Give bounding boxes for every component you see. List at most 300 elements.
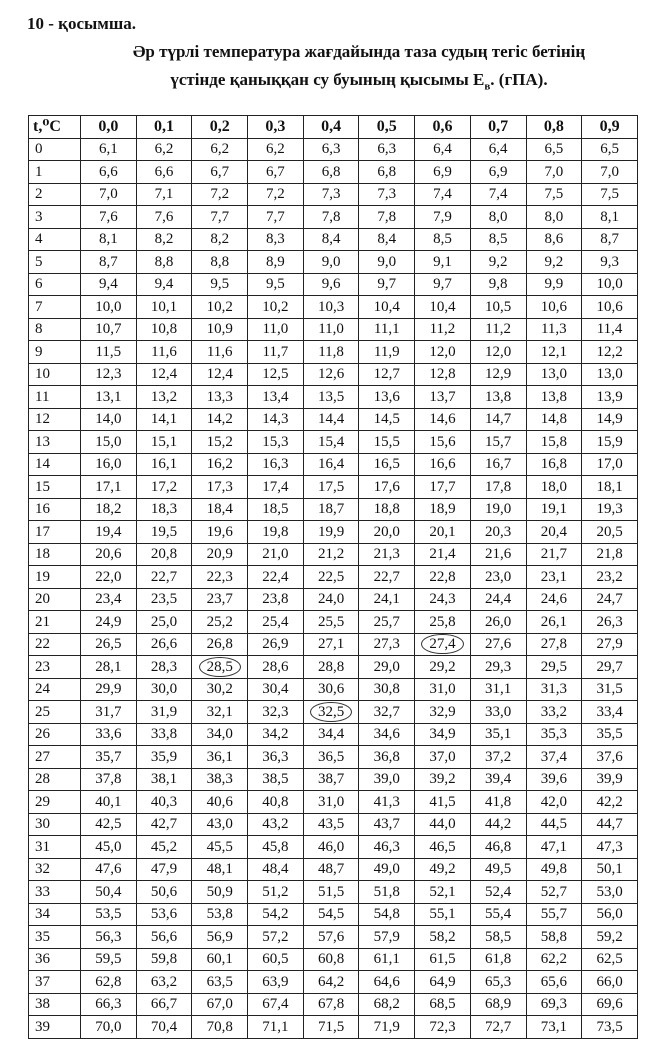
table-cell: 25,7 [359, 611, 415, 634]
table-cell: 21,4 [415, 543, 471, 566]
table-cell: 39,0 [359, 768, 415, 791]
table-cell: 58,8 [526, 926, 582, 949]
table-cell: 41,5 [415, 791, 471, 814]
table-row [29, 476, 638, 499]
table-cell: 53,6 [136, 903, 192, 926]
table-cell: 26,1 [526, 611, 582, 634]
row-temperature: 7 [29, 296, 81, 319]
table-cell: 13,0 [582, 363, 638, 386]
table-cell: 30,6 [303, 678, 359, 701]
table-cell: 19,6 [192, 521, 248, 544]
table-row [29, 971, 638, 994]
table-cell: 34,6 [359, 723, 415, 746]
table-cell: 22,7 [359, 566, 415, 589]
row-temperature: 18 [29, 543, 81, 566]
table-cell: 11,6 [136, 341, 192, 364]
row-temperature: 34 [29, 903, 81, 926]
table-cell: 8,5 [415, 228, 471, 251]
vapor-pressure-table [28, 115, 638, 1039]
table-cell: 13,0 [526, 363, 582, 386]
table-row [29, 993, 638, 1016]
table-cell: 23,1 [526, 566, 582, 589]
table-cell: 67,8 [303, 993, 359, 1016]
table-cell: 11,0 [303, 318, 359, 341]
table-cell: 16,7 [470, 453, 526, 476]
header-column: 0,7 [470, 116, 526, 139]
table-cell: 22,5 [303, 566, 359, 589]
table-cell: 9,2 [526, 251, 582, 274]
table-cell: 7,0 [526, 161, 582, 184]
table-cell: 57,9 [359, 926, 415, 949]
header-column: 0,2 [192, 116, 248, 139]
table-cell: 10,4 [415, 296, 471, 319]
table-cell: 39,2 [415, 768, 471, 791]
table-cell: 31,0 [303, 791, 359, 814]
circled-value: 32,5 [310, 702, 352, 722]
table-cell: 6,1 [81, 138, 137, 161]
table-cell: 64,2 [303, 971, 359, 994]
table-cell: 6,2 [248, 138, 304, 161]
table-cell: 35,1 [470, 723, 526, 746]
table-cell: 47,9 [136, 858, 192, 881]
table-cell: 16,3 [248, 453, 304, 476]
table-cell: 27,9 [582, 633, 638, 656]
table-cell: 22,7 [136, 566, 192, 589]
table-cell: 7,3 [303, 183, 359, 206]
row-temperature: 6 [29, 273, 81, 296]
table-cell: 15,7 [470, 431, 526, 454]
row-temperature: 23 [29, 656, 81, 679]
table-cell: 59,8 [136, 948, 192, 971]
table-cell: 14,9 [582, 408, 638, 431]
table-row [29, 318, 638, 341]
table-cell: 13,8 [526, 386, 582, 409]
table-cell: 32,1 [192, 701, 248, 724]
table-cell: 7,6 [81, 206, 137, 229]
table-cell: 68,5 [415, 993, 471, 1016]
table-cell: 35,5 [582, 723, 638, 746]
table-cell: 28,1 [81, 656, 137, 679]
table-cell: 7,8 [303, 206, 359, 229]
table-row [29, 656, 638, 679]
table-cell: 8,2 [136, 228, 192, 251]
table-cell: 15,4 [303, 431, 359, 454]
table-cell: 7,0 [81, 183, 137, 206]
table-cell: 8,4 [359, 228, 415, 251]
table-cell: 18,4 [192, 498, 248, 521]
table-cell: 34,9 [415, 723, 471, 746]
table-cell: 31,3 [526, 678, 582, 701]
table-cell: 20,1 [415, 521, 471, 544]
table-row [29, 341, 638, 364]
table-row [29, 791, 638, 814]
row-temperature: 28 [29, 768, 81, 791]
table-cell: 18,7 [303, 498, 359, 521]
circled-value: 27,4 [421, 634, 463, 654]
table-cell: 61,1 [359, 948, 415, 971]
table-cell: 6,9 [470, 161, 526, 184]
row-temperature: 25 [29, 701, 81, 724]
table-cell: 12,4 [192, 363, 248, 386]
table-cell: 8,8 [136, 251, 192, 274]
table-cell: 21,0 [248, 543, 304, 566]
table-cell: 10,7 [81, 318, 137, 341]
row-temperature: 3 [29, 206, 81, 229]
table-cell: 37,4 [526, 746, 582, 769]
table-row [29, 611, 638, 634]
table-row [29, 858, 638, 881]
row-temperature: 11 [29, 386, 81, 409]
appendix-label: 10 - қосымша. [27, 14, 136, 33]
table-header-row [29, 116, 638, 139]
table-cell: 11,2 [415, 318, 471, 341]
table-cell: 15,0 [81, 431, 137, 454]
table-row [29, 543, 638, 566]
table-cell: 12,9 [470, 363, 526, 386]
table-row [29, 453, 638, 476]
table-cell: 9,2 [470, 251, 526, 274]
table-cell: 24,1 [359, 588, 415, 611]
table-cell: 8,0 [470, 206, 526, 229]
table-row [29, 431, 638, 454]
table-cell: 17,1 [81, 476, 137, 499]
row-temperature: 19 [29, 566, 81, 589]
table-cell: 39,4 [470, 768, 526, 791]
table-cell: 71,5 [303, 1016, 359, 1039]
table-cell: 9,5 [192, 273, 248, 296]
row-temperature: 27 [29, 746, 81, 769]
circled-value: 28,5 [199, 657, 241, 677]
table-cell: 20,8 [136, 543, 192, 566]
table-cell: 29,0 [359, 656, 415, 679]
table-cell: 31,1 [470, 678, 526, 701]
table-cell: 32,7 [359, 701, 415, 724]
table-cell: 58,2 [415, 926, 471, 949]
table-cell: 6,2 [192, 138, 248, 161]
table-cell: 68,9 [470, 993, 526, 1016]
table-cell: 10,3 [303, 296, 359, 319]
table-cell: 8,0 [526, 206, 582, 229]
table-cell: 7,4 [415, 183, 471, 206]
table-cell: 9,8 [470, 273, 526, 296]
table-cell: 8,1 [81, 228, 137, 251]
table-cell: 12,2 [582, 341, 638, 364]
table-cell: 66,3 [81, 993, 137, 1016]
header-column: 0,1 [136, 116, 192, 139]
table-row [29, 903, 638, 926]
table-cell: 14,7 [470, 408, 526, 431]
table-cell: 35,7 [81, 746, 137, 769]
row-temperature: 15 [29, 476, 81, 499]
table-cell: 19,3 [582, 498, 638, 521]
table-cell: 10,6 [526, 296, 582, 319]
table-cell: 7,9 [415, 206, 471, 229]
table-cell: 22,4 [248, 566, 304, 589]
table-row [29, 588, 638, 611]
table-cell: 19,1 [526, 498, 582, 521]
table-cell: 43,7 [359, 813, 415, 836]
table-cell: 70,4 [136, 1016, 192, 1039]
table-cell: 55,1 [415, 903, 471, 926]
table-cell: 12,1 [526, 341, 582, 364]
table-cell: 43,2 [248, 813, 304, 836]
table-cell: 40,6 [192, 791, 248, 814]
table-cell: 8,4 [303, 228, 359, 251]
table-cell: 12,6 [303, 363, 359, 386]
table-row [29, 183, 638, 206]
table-cell: 11,9 [359, 341, 415, 364]
table-cell: 22,8 [415, 566, 471, 589]
table-cell: 15,1 [136, 431, 192, 454]
table-cell: 6,4 [470, 138, 526, 161]
table-cell: 61,8 [470, 948, 526, 971]
table-cell: 46,3 [359, 836, 415, 859]
table-cell: 13,5 [303, 386, 359, 409]
table-cell: 10,5 [470, 296, 526, 319]
table-cell: 40,8 [248, 791, 304, 814]
row-temperature: 16 [29, 498, 81, 521]
table-cell: 52,1 [415, 881, 471, 904]
table-cell: 16,2 [192, 453, 248, 476]
table-cell: 30,8 [359, 678, 415, 701]
table-cell: 6,6 [81, 161, 137, 184]
table-cell: 31,9 [136, 701, 192, 724]
table-cell: 44,2 [470, 813, 526, 836]
table-cell: 6,2 [136, 138, 192, 161]
table-row [29, 386, 638, 409]
table-cell: 15,2 [192, 431, 248, 454]
table-cell: 12,8 [415, 363, 471, 386]
header-column: 0,0 [81, 116, 137, 139]
table-cell: 47,6 [81, 858, 137, 881]
table-cell: 16,4 [303, 453, 359, 476]
table-row [29, 881, 638, 904]
title-line2-text: үстінде қаныққан су буының қысымы E [170, 70, 485, 89]
table-cell: 11,7 [248, 341, 304, 364]
circled-cell [192, 656, 248, 679]
table-cell: 49,5 [470, 858, 526, 881]
table-cell: 12,0 [415, 341, 471, 364]
table-cell: 30,0 [136, 678, 192, 701]
table-row [29, 948, 638, 971]
table-cell: 10,2 [192, 296, 248, 319]
table-cell: 11,8 [303, 341, 359, 364]
table-row [29, 701, 638, 724]
row-temperature: 32 [29, 858, 81, 881]
header-column: 0,8 [526, 116, 582, 139]
table-cell: 14,4 [303, 408, 359, 431]
row-temperature: 26 [29, 723, 81, 746]
table-cell: 16,0 [81, 453, 137, 476]
table-cell: 9,7 [415, 273, 471, 296]
table-cell: 36,3 [248, 746, 304, 769]
table-cell: 48,7 [303, 858, 359, 881]
table-cell: 11,3 [526, 318, 582, 341]
table-cell: 18,1 [582, 476, 638, 499]
table-cell: 33,2 [526, 701, 582, 724]
table-cell: 29,7 [582, 656, 638, 679]
table-cell: 26,0 [470, 611, 526, 634]
row-temperature: 38 [29, 993, 81, 1016]
table-cell: 6,3 [303, 138, 359, 161]
table-cell: 36,5 [303, 746, 359, 769]
table-cell: 23,2 [582, 566, 638, 589]
table-cell: 46,8 [470, 836, 526, 859]
table-cell: 57,2 [248, 926, 304, 949]
table-cell: 44,7 [582, 813, 638, 836]
table-cell: 11,5 [81, 341, 137, 364]
table-cell: 17,6 [359, 476, 415, 499]
table-cell: 18,3 [136, 498, 192, 521]
table-cell: 45,5 [192, 836, 248, 859]
table-cell: 43,5 [303, 813, 359, 836]
table-cell: 60,1 [192, 948, 248, 971]
table-cell: 67,4 [248, 993, 304, 1016]
table-cell: 59,5 [81, 948, 137, 971]
row-temperature: 20 [29, 588, 81, 611]
table-cell: 18,0 [526, 476, 582, 499]
table-cell: 26,3 [582, 611, 638, 634]
table-cell: 61,5 [415, 948, 471, 971]
table-row [29, 161, 638, 184]
table-cell: 22,0 [81, 566, 137, 589]
header-column: 0,5 [359, 116, 415, 139]
table-cell: 65,6 [526, 971, 582, 994]
table-cell: 19,4 [81, 521, 137, 544]
row-temperature: 31 [29, 836, 81, 859]
table-cell: 16,5 [359, 453, 415, 476]
table-cell: 9,4 [81, 273, 137, 296]
table-cell: 13,7 [415, 386, 471, 409]
table-cell: 6,5 [526, 138, 582, 161]
page-title-line1: Әр түрлі температура жағдайында таза судың тегіс бетінің [132, 42, 586, 61]
table-cell: 45,8 [248, 836, 304, 859]
table-cell: 7,2 [248, 183, 304, 206]
table-cell: 42,0 [526, 791, 582, 814]
table-cell: 33,6 [81, 723, 137, 746]
table-cell: 7,5 [582, 183, 638, 206]
table-cell: 6,8 [359, 161, 415, 184]
table-cell: 11,4 [582, 318, 638, 341]
table-cell: 26,8 [192, 633, 248, 656]
table-cell: 7,1 [136, 183, 192, 206]
table-cell: 32,9 [415, 701, 471, 724]
table-cell: 7,3 [359, 183, 415, 206]
header-column: 0,3 [248, 116, 304, 139]
circled-cell [415, 633, 471, 656]
table-cell: 25,8 [415, 611, 471, 634]
table-row [29, 521, 638, 544]
table-cell: 33,0 [470, 701, 526, 724]
table-cell: 33,4 [582, 701, 638, 724]
table-cell: 21,7 [526, 543, 582, 566]
table-row [29, 138, 638, 161]
table-row [29, 296, 638, 319]
table-cell: 47,1 [526, 836, 582, 859]
title-subscript: в [484, 80, 491, 93]
table-cell: 27,1 [303, 633, 359, 656]
table-cell: 18,8 [359, 498, 415, 521]
table-cell: 11,2 [470, 318, 526, 341]
table-cell: 7,6 [136, 206, 192, 229]
table-cell: 28,6 [248, 656, 304, 679]
table-cell: 17,4 [248, 476, 304, 499]
table-cell: 8,5 [470, 228, 526, 251]
table-cell: 11,6 [192, 341, 248, 364]
table-cell: 13,3 [192, 386, 248, 409]
table-cell: 10,8 [136, 318, 192, 341]
row-temperature: 10 [29, 363, 81, 386]
table-cell: 31,7 [81, 701, 137, 724]
table-cell: 17,3 [192, 476, 248, 499]
table-cell: 37,2 [470, 746, 526, 769]
table-cell: 39,6 [526, 768, 582, 791]
row-temperature: 5 [29, 251, 81, 274]
table-cell: 10,1 [136, 296, 192, 319]
table-cell: 46,5 [415, 836, 471, 859]
table-cell: 29,2 [415, 656, 471, 679]
table-cell: 34,2 [248, 723, 304, 746]
table-cell: 52,4 [470, 881, 526, 904]
table-row [29, 498, 638, 521]
table-cell: 11,0 [248, 318, 304, 341]
table-cell: 8,6 [526, 228, 582, 251]
table-cell: 34,4 [303, 723, 359, 746]
table-cell: 7,0 [582, 161, 638, 184]
table-cell: 63,2 [136, 971, 192, 994]
table-cell: 53,5 [81, 903, 137, 926]
table-cell: 10,9 [192, 318, 248, 341]
table-cell: 62,8 [81, 971, 137, 994]
table-cell: 53,8 [192, 903, 248, 926]
table-cell: 64,9 [415, 971, 471, 994]
table-cell: 39,9 [582, 768, 638, 791]
table-cell: 53,0 [582, 881, 638, 904]
table-cell: 27,3 [359, 633, 415, 656]
table-cell: 65,3 [470, 971, 526, 994]
table-cell: 13,9 [582, 386, 638, 409]
table-row [29, 926, 638, 949]
table-cell: 25,4 [248, 611, 304, 634]
table-cell: 7,4 [470, 183, 526, 206]
table-cell: 63,9 [248, 971, 304, 994]
table-cell: 6,9 [415, 161, 471, 184]
table-cell: 12,3 [81, 363, 137, 386]
table-cell: 8,2 [192, 228, 248, 251]
table-row [29, 768, 638, 791]
row-temperature: 2 [29, 183, 81, 206]
table-cell: 48,1 [192, 858, 248, 881]
table-cell: 68,2 [359, 993, 415, 1016]
table-cell: 60,8 [303, 948, 359, 971]
table-cell: 43,0 [192, 813, 248, 836]
table-cell: 58,5 [470, 926, 526, 949]
table-cell: 56,6 [136, 926, 192, 949]
table-cell: 6,4 [415, 138, 471, 161]
table-cell: 24,0 [303, 588, 359, 611]
table-cell: 15,6 [415, 431, 471, 454]
table-cell: 15,9 [582, 431, 638, 454]
table-cell: 50,6 [136, 881, 192, 904]
table-cell: 37,0 [415, 746, 471, 769]
page-title-line2 [70, 70, 648, 92]
table-cell: 8,8 [192, 251, 248, 274]
header-column: 0,6 [415, 116, 471, 139]
table-cell: 26,9 [248, 633, 304, 656]
table-cell: 36,8 [359, 746, 415, 769]
table-cell: 40,3 [136, 791, 192, 814]
table-cell: 17,8 [470, 476, 526, 499]
